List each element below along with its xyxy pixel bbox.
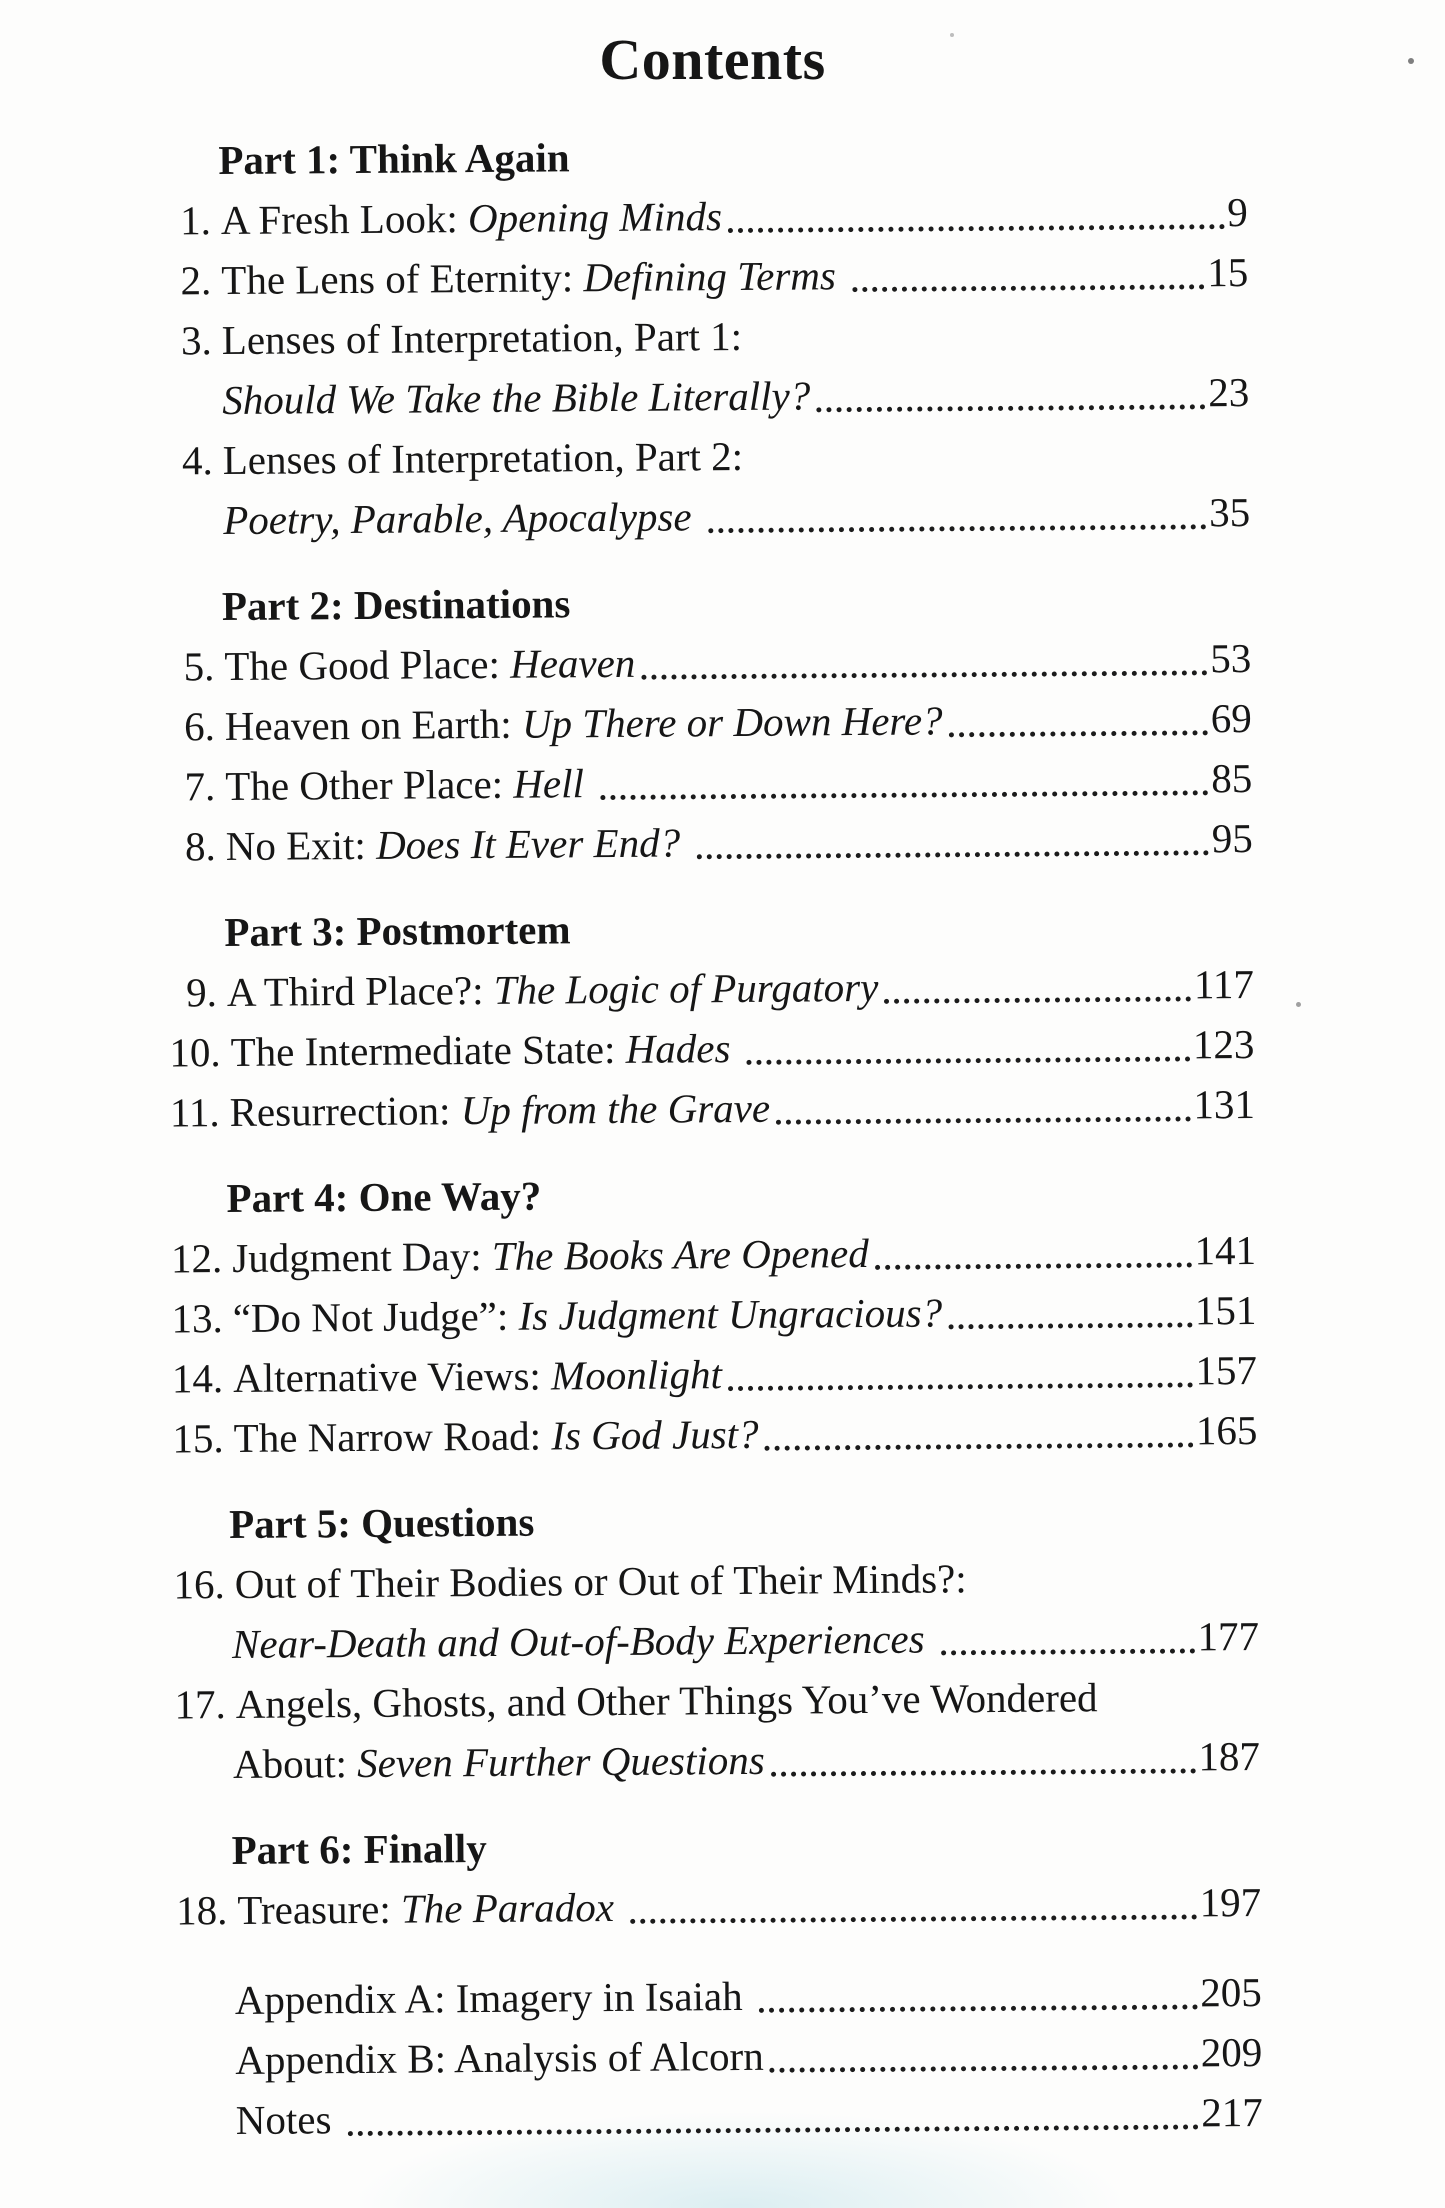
entry-title: Appendix A: Imagery in Isaiah [234, 1972, 754, 2023]
entry-title: Appendix B: Analysis of Alcorn [235, 2032, 764, 2083]
backmatter-entry [177, 2022, 1262, 2091]
page-number: 15 [1207, 248, 1249, 296]
toc-entry [169, 954, 1254, 1023]
chapter-number: 7. [184, 763, 216, 810]
chapter-number: 1. [179, 197, 212, 244]
entry-subtitle: Heaven [509, 639, 636, 687]
toc-entry [165, 422, 1250, 491]
chapter-number: 4. [181, 437, 213, 484]
entry-subtitle: Is God Just? [551, 1410, 759, 1459]
entry-title: Angels, Ghosts, and Other Things You’ve Wondered [235, 1674, 1098, 1727]
entry-title: The Lens of Eternity: Defining Terms [221, 252, 847, 304]
toc-entry-continuation [164, 362, 1249, 431]
toc-entry [167, 688, 1252, 757]
page-number: 53 [1210, 634, 1252, 682]
toc-entry-continuation [174, 1606, 1259, 1675]
toc-entry [171, 1280, 1256, 1349]
entry-title: Treasure: The Paradox [237, 1883, 625, 1933]
toc-entry [176, 1872, 1261, 1941]
dot-leader [690, 808, 1212, 872]
part-heading: Part 3: Postmortem [224, 906, 571, 956]
entry-title: Lenses of Interpretation, Part 2: [222, 432, 744, 484]
page-number: 23 [1208, 368, 1250, 416]
chapter-number: 6. [183, 703, 216, 750]
toc-entry [170, 1074, 1255, 1143]
entry-subtitle: The Books Are Opened [491, 1229, 869, 1279]
entry-title: Notes [235, 2096, 342, 2143]
entry-title: No Exit: Does It Ever End? [225, 819, 691, 870]
entry-subtitle: Should We Take the Bible Literally? [222, 372, 811, 424]
chapter-number: 11. [169, 1089, 220, 1136]
chapter-number: 8. [184, 823, 216, 870]
toc-entry [174, 1666, 1259, 1735]
entry-title: Resurrection: Up from the Grave [229, 1084, 771, 1136]
toc-part [166, 568, 1253, 877]
chapter-number: 16. [173, 1561, 225, 1608]
toc-entry [163, 182, 1248, 251]
toc-entry [173, 1546, 1258, 1615]
entry-subtitle: About: Seven Further Questions [232, 1736, 765, 1787]
chapter-number: 13. [171, 1295, 223, 1342]
dot-leader [770, 1074, 1194, 1137]
toc-entry [168, 808, 1253, 877]
page-number: 151 [1194, 1286, 1257, 1334]
dot-leader [765, 1726, 1199, 1789]
chapter-number: 18. [175, 1887, 228, 1934]
toc-part [175, 1812, 1261, 1941]
dot-leader [702, 482, 1210, 546]
toc-content [169, 24, 1263, 2150]
toc-entry-continuation [175, 1726, 1260, 1795]
toc-entry [171, 1220, 1256, 1289]
page-number: 217 [1201, 2088, 1263, 2136]
part-heading: Part 5: Questions [228, 1498, 535, 1548]
entry-title: “Do Not Judge”: Is Judgment Ungracious? [232, 1289, 943, 1341]
backmatter [177, 1962, 1263, 2151]
page-number: 209 [1200, 2028, 1263, 2076]
dot-leader [758, 1400, 1196, 1463]
dot-leader [878, 954, 1194, 1016]
entry-subtitle: Near-Death and Out-of-Body Experiences [231, 1615, 936, 1667]
dot-leader [869, 1220, 1195, 1283]
entry-subtitle: The Paradox [400, 1883, 625, 1932]
page-number: 165 [1195, 1406, 1258, 1454]
entry-subtitle: Up There or Down Here? [521, 697, 943, 747]
toc-entry [164, 302, 1249, 371]
entry-title: The Narrow Road: Is God Just? [233, 1410, 759, 1461]
toc-entry [172, 1400, 1257, 1469]
chapter-number: 3. [180, 317, 212, 364]
chapter-number: 10. [169, 1029, 221, 1076]
dot-leader [341, 2082, 1201, 2149]
dot-leader [624, 1872, 1200, 1937]
entry-subtitle: Hell [513, 760, 595, 807]
entry-subtitle: Defining Terms [583, 252, 847, 301]
dot-leader [594, 748, 1212, 813]
entry-subtitle: Moonlight [550, 1351, 723, 1399]
page-number: 131 [1193, 1080, 1256, 1128]
entry-subtitle: Poetry, Parable, Apocalypse [223, 493, 702, 544]
dot-leader [942, 1280, 1195, 1342]
page-number: 123 [1192, 1020, 1255, 1068]
dot-leader [935, 1606, 1198, 1668]
scan-speck [1296, 1002, 1301, 1007]
entry-subtitle: Up from the Grave [460, 1084, 771, 1134]
part-heading: Part 2: Destinations [221, 580, 571, 630]
page-title: Contents [599, 27, 826, 92]
dot-leader [763, 2022, 1201, 2085]
chapter-number: 5. [183, 643, 215, 690]
entry-title: The Other Place: Hell [225, 760, 595, 810]
toc-part [168, 894, 1255, 1143]
entry-subtitle: The Logic of Purgatory [493, 963, 879, 1013]
page-number: 197 [1199, 1878, 1262, 1926]
dot-leader [810, 362, 1208, 425]
dot-leader [753, 1962, 1201, 2026]
page-number: 9 [1227, 188, 1249, 236]
entry-subtitle: Is Judgment Ungracious? [518, 1289, 943, 1339]
dot-leader [740, 1014, 1193, 1078]
page-number: 95 [1211, 814, 1253, 862]
toc-entry [167, 748, 1252, 817]
entry-title: Out of Their Bodies or Out of Their Minds?: [234, 1555, 967, 1607]
chapter-number: 14. [171, 1355, 224, 1402]
chapter-number: 15. [172, 1415, 224, 1462]
chapter-number: 17. [174, 1681, 226, 1728]
part-heading: Part 1: Think Again [218, 134, 570, 184]
page-number: 69 [1210, 694, 1252, 742]
dot-leader [635, 628, 1210, 693]
page-number: 117 [1193, 960, 1255, 1008]
toc-entry-continuation [165, 482, 1250, 551]
table-of-contents [162, 122, 1263, 2150]
toc-part [170, 1160, 1257, 1469]
part-heading: Part 6: Finally [231, 1825, 487, 1874]
entry-title: A Third Place?: The Logic of Purgatory [226, 963, 879, 1016]
page-number: 35 [1208, 488, 1251, 536]
entry-title: The Good Place: Heaven [224, 639, 636, 690]
page-number: 141 [1194, 1226, 1257, 1274]
entry-title: A Fresh Look: Opening Minds [220, 193, 723, 244]
page-number: 177 [1197, 1612, 1260, 1660]
backmatter-entry [178, 2082, 1263, 2151]
dot-leader [722, 182, 1228, 246]
toc-entry [172, 1340, 1257, 1409]
backmatter-entry [177, 1962, 1262, 2031]
scan-speck [1408, 58, 1414, 64]
page-number: 85 [1211, 754, 1253, 802]
entry-subtitle: Opening Minds [467, 193, 723, 242]
page-number: 157 [1195, 1346, 1258, 1394]
chapter-number: 9. [185, 969, 218, 1016]
toc-part [162, 122, 1250, 551]
chapter-number: 2. [180, 257, 212, 304]
part-heading: Part 4: One Way? [226, 1172, 542, 1222]
entry-subtitle: Does It Ever End? [375, 819, 691, 868]
toc-entry [166, 628, 1251, 697]
dot-leader [722, 1340, 1196, 1404]
entry-title: Lenses of Interpretation, Part 1: [221, 312, 743, 364]
toc-part [173, 1486, 1260, 1795]
dot-leader [846, 242, 1208, 305]
toc-entry [169, 1014, 1254, 1083]
toc-entry [163, 242, 1248, 311]
entry-title: Heaven on Earth: Up There or Down Here? [224, 697, 943, 750]
entry-title: Alternative Views: Moonlight [233, 1351, 723, 1401]
chapter-number: 12. [170, 1235, 223, 1282]
entry-title: The Intermediate State: Hades [230, 1024, 741, 1075]
page-number: 205 [1200, 1968, 1262, 2016]
entry-subtitle: Hades [625, 1024, 741, 1072]
dot-leader [942, 688, 1211, 750]
entry-title: Judgment Day: The Books Are Opened [232, 1229, 869, 1281]
page-number: 187 [1198, 1732, 1261, 1780]
